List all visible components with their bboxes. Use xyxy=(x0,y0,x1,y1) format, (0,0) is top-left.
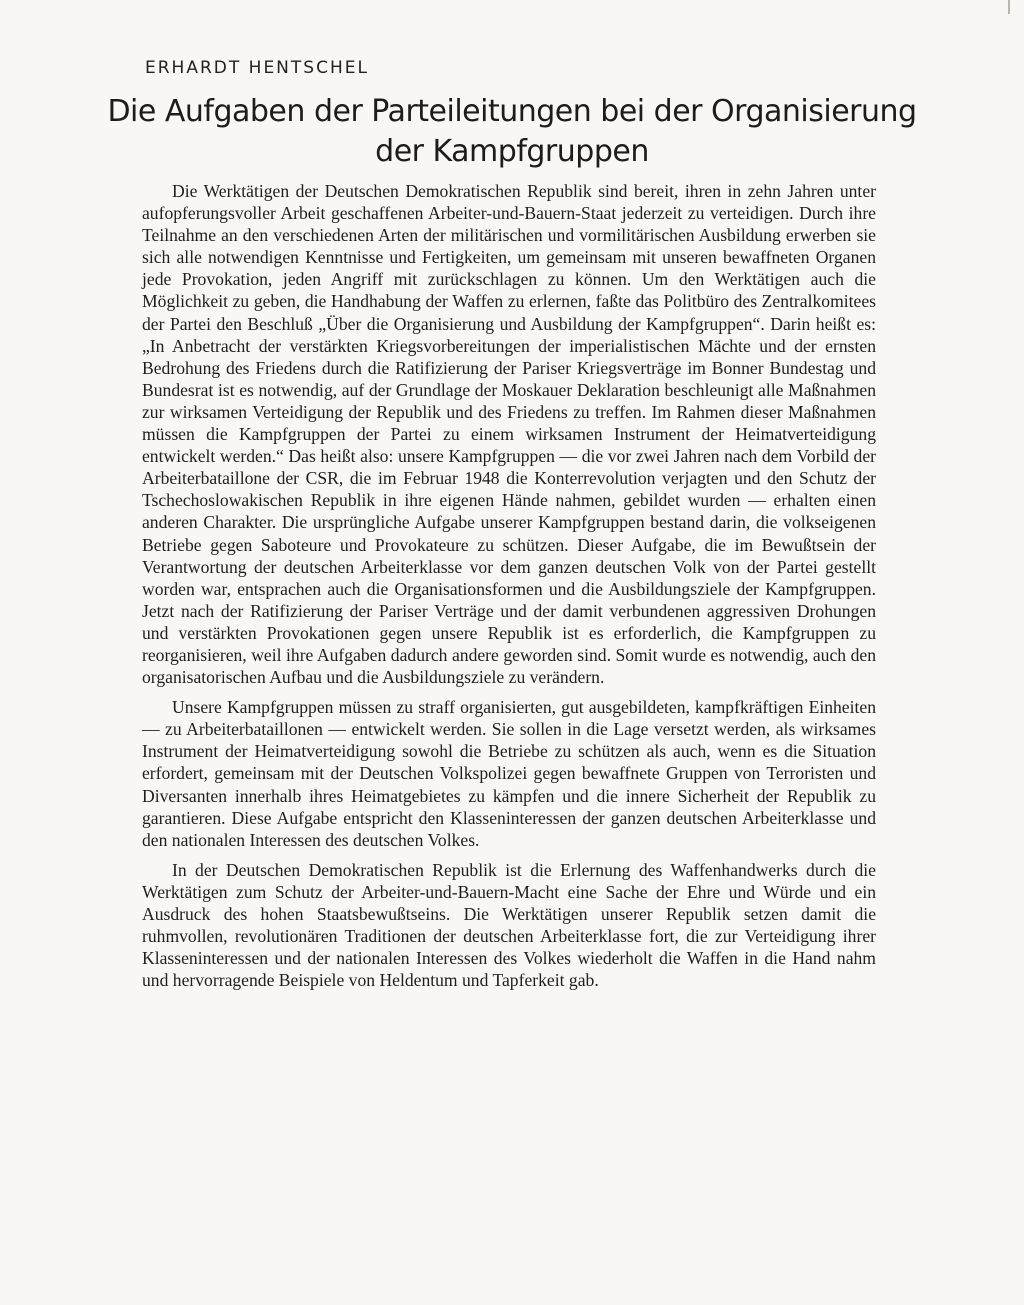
article-title: Die Aufgaben der Parteileitungen bei der Organisierung der Kampfgruppen xyxy=(107,94,917,169)
author-name: ERHARDT HENTSCHEL xyxy=(145,58,369,78)
body-paragraph: Unsere Kampfgruppen müssen zu straff organisierten, gut ausgebildeten, kampfkräftigen Einheiten — zu Arbeiterbataillonen — entwickelt werden. Sie sollen in die Lage versetzt werden, als wirksames Instrument der Heimatverteidigung sowohl die Betriebe zu schützen als auch, wenn es die Situation erfordert, gemeinsam mit der Deutschen Volkspolizei gegen bewaffnete Gruppen von Terroristen und Diversanten innerhalb ihres Heimatgebietes zu kämpfen und die innere Sicherheit der Republik zu garantieren. Diese Aufgabe entspricht den Klasseninteressen der ganzen deutschen Arbeiterklasse und den nationalen Interessen des deutschen Volkes. xyxy=(142,697,876,850)
page-edge-mark xyxy=(1002,0,1010,14)
body-paragraph: Die Werktätigen der Deutschen Demokratischen Republik sind bereit, ihren in zehn Jahren unter aufopferungsvoller Arbeit geschaffenen Arbeiter-und-Bauern-Staat jederzeit zu verteidigen. Durch ihre Teilnahme an den verschiedenen Arten der militärischen und vormilitärischen Ausbildung erwerben sie sich alle notwendigen Kenntnisse und Fertigkeiten, um gemeinsam mit unseren bewaffneten Organen jede Provokation, jeden Angriff mit zurückschlagen zu können. Um den Werktätigen auch die Möglichkeit zu geben, die Handhabung der Waffen zu erlernen, faßte das Politbüro des Zentralkomitees der Partei den Beschluß „Über die Organisierung und Ausbildung der Kampfgruppen“. Darin heißt es: „In Anbetracht der verstärkten Kriegsvorbereitungen der imperialistischen Mächte und der ernsten Bedrohung des Friedens durch die Ratifizierung der Pariser Kriegsverträge im Bonner Bundestag und Bundesrat ist es notwendig, auf der Grundlage der Moskauer Deklaration beschleunigt alle Maßnahmen zur wirksamen Verteidigung der Republik und des Friedens zu treffen. Im Rahmen dieser Maßnahmen müssen die Kampfgruppen der Partei zu einem wirksamen Instrument der Heimatverteidigung entwickelt werden.“ Das heißt also: unsere Kampfgruppen — die vor zwei Jahren nach dem Vorbild der Arbeiterbataillone der CSR, die im Februar 1948 die Konterrevolution verjagten und den Schutz der Tschechoslowakischen Republik in ihre eigenen Hände nahmen, gebildet wurden — erhalten einen anderen Charakter. Die ursprüngliche Aufgabe unserer Kampfgruppen bestand darin, die volkseigenen Betriebe gegen Saboteure und Provokateure zu schützen. Dieser Aufgabe, die im Bewußtsein der Verantwortung der deutschen Arbeiterklasse vor dem ganzen deutschen Volk von der Partei gestellt worden war, entsprachen auch die Organisationsformen und die Ausbildungsziele der Kampfgruppen. Jetzt nach der Ratifizierung der Pariser Verträge und der damit verbundenen aggressiven Drohungen und verstärkten Provokationen gegen unsere Republik ist es erforderlich, die Kampfgruppen zu reorganisieren, weil ihre Aufgaben dadurch andere geworden sind. Somit wurde es notwendig, auch den organisatorischen Aufbau und die Ausbildungsziele zu verändern. xyxy=(142,181,876,688)
article-body xyxy=(142,180,876,999)
body-paragraph: In der Deutschen Demokratischen Republik ist die Erlernung des Waffenhandwerks durch die Werktätigen zum Schutz der Arbeiter-und-Bauern-Macht eine Sache der Ehre und Würde und ein Ausdruck des hohen Staatsbewußtseins. Die Werktätigen unserer Republik setzen damit die ruhmvollen, revolutionären Traditionen der deutschen Arbeiterklasse fort, die zur Verteidigung ihrer Klasseninteressen und der nationalen Interessen des Volkes wiederholt die Waffen in die Hand nahm und hervorragende Beispiele von Heldentum und Tapferkeit gab. xyxy=(142,859,876,991)
